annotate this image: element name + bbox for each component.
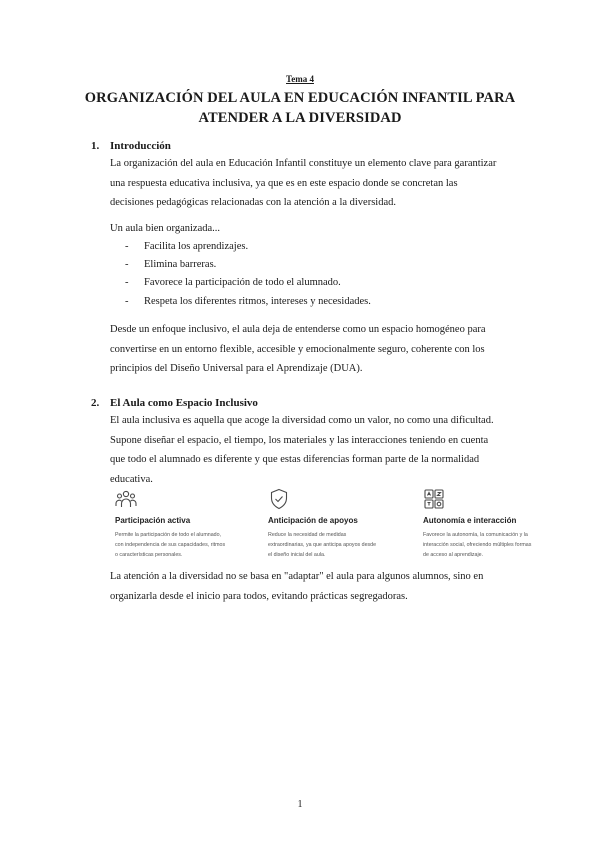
- text-line: con independencia de sus capacidades, ritmos: [115, 542, 226, 548]
- text-line: o características personales.: [115, 552, 183, 558]
- people-icon: [115, 488, 260, 510]
- card-title: Autonomía e interacción: [423, 516, 517, 525]
- intro-paragraph: [110, 154, 530, 213]
- text-line: interacción social, ofreciendo múltiples formas: [423, 542, 532, 548]
- list-item: - Facilita los aprendizajes.: [110, 238, 371, 256]
- shield-check-icon: [268, 488, 413, 510]
- text-line: Reduce la necesidad de medidas: [268, 532, 347, 538]
- text-line: educativa.: [110, 473, 153, 485]
- list-item: - Favorece la participación de todo el alumnado.: [110, 274, 371, 292]
- page-number: 1: [297, 799, 303, 810]
- text-line: una respuesta educativa inclusiva, ya que es en este espacio donde se concretan las: [110, 177, 458, 189]
- section2-paragraph: [110, 411, 530, 489]
- text-line: El aula inclusiva es aquella que acoge la diversidad como un valor, no como una dificultad.: [110, 415, 494, 426]
- feature-card-anticipacion: [268, 488, 413, 560]
- text-line: La organización del aula en Educación Infantil constituye un elemento clave para garantizar: [110, 158, 497, 169]
- text-line: decisiones pedagógicas relacionadas con la atención a la diversidad.: [110, 197, 397, 208]
- feature-cards: [110, 488, 570, 558]
- text-line: el diseño inicial del aula.: [268, 552, 326, 558]
- title-line-2: ATENDER A LA DIVERSIDAD: [198, 110, 402, 126]
- page-title: [60, 88, 540, 128]
- text-line: principios del Diseño Universal para el Aprendizaje (DUA).: [110, 363, 363, 374]
- autonomy-icon: [423, 488, 568, 510]
- feature-card-autonomia: [423, 488, 568, 560]
- text-line: Supone diseñar el espacio, el tiempo, los materiales y las interacciones teniendo en cuenta: [110, 434, 489, 446]
- text-line: extraordinarias, ya que anticipa apoyos desde: [268, 542, 377, 548]
- topic-label: Tema 4: [286, 74, 314, 84]
- text-line: que todo el alumnado es diferente y que estas diferencias forman parte de la normalidad: [110, 454, 480, 465]
- list-item-text: Respeta los diferentes ritmos, intereses y necesidades.: [144, 295, 371, 307]
- section-number: 2.: [91, 397, 100, 409]
- list-item-text: Facilita los aprendizajes.: [144, 241, 249, 252]
- section-heading-aula-inclusiva: [91, 397, 258, 409]
- text-line: convertirse en un entorno flexible, accesible y emocionalmente seguro, coherente con los: [110, 343, 485, 355]
- section-title: El Aula como Espacio Inclusivo: [110, 397, 258, 409]
- list-item-text: Elimina barreras.: [144, 259, 217, 271]
- section-heading-introduccion: [91, 140, 171, 152]
- text-line: La atención a la diversidad no se basa en "adaptar" el aula para algunos alumnos, sino en: [110, 571, 484, 582]
- feature-card-participacion: [115, 488, 260, 560]
- text-line: Permite la participación de todo el alumnado,: [115, 532, 221, 538]
- closing-paragraph-1: [110, 320, 530, 379]
- title-line-1: ORGANIZACIÓN DEL AULA EN EDUCACIÓN INFANTIL PARA: [84, 90, 516, 106]
- card-description: [268, 530, 413, 560]
- text-line: Desde un enfoque inclusivo, el aula deja de entenderse como un espacio homogéneo para: [110, 324, 486, 335]
- text-line: Favorece la autonomía, la comunicación y la: [423, 532, 528, 538]
- bullet-list: [110, 238, 371, 311]
- card-description: [115, 530, 260, 560]
- list-item: - Respeta los diferentes ritmos, intereses y necesidades.: [110, 293, 371, 311]
- list-intro: Un aula bien organizada...: [110, 223, 221, 234]
- closing-paragraph-2: [110, 567, 530, 606]
- list-item: - Elimina barreras.: [110, 256, 371, 274]
- section-number: 1.: [91, 140, 100, 152]
- text-line: de acceso al aprendizaje.: [423, 552, 484, 558]
- list-item-text: Favorece la participación de todo el alumnado.: [144, 277, 341, 289]
- card-title: Participación activa: [115, 516, 191, 525]
- text-line: organizarla desde el inicio para todos, evitando prácticas segregadoras.: [110, 590, 408, 602]
- section-title: Introducción: [110, 140, 171, 152]
- card-description: [423, 530, 568, 560]
- card-title: Anticipación de apoyos: [268, 516, 358, 525]
